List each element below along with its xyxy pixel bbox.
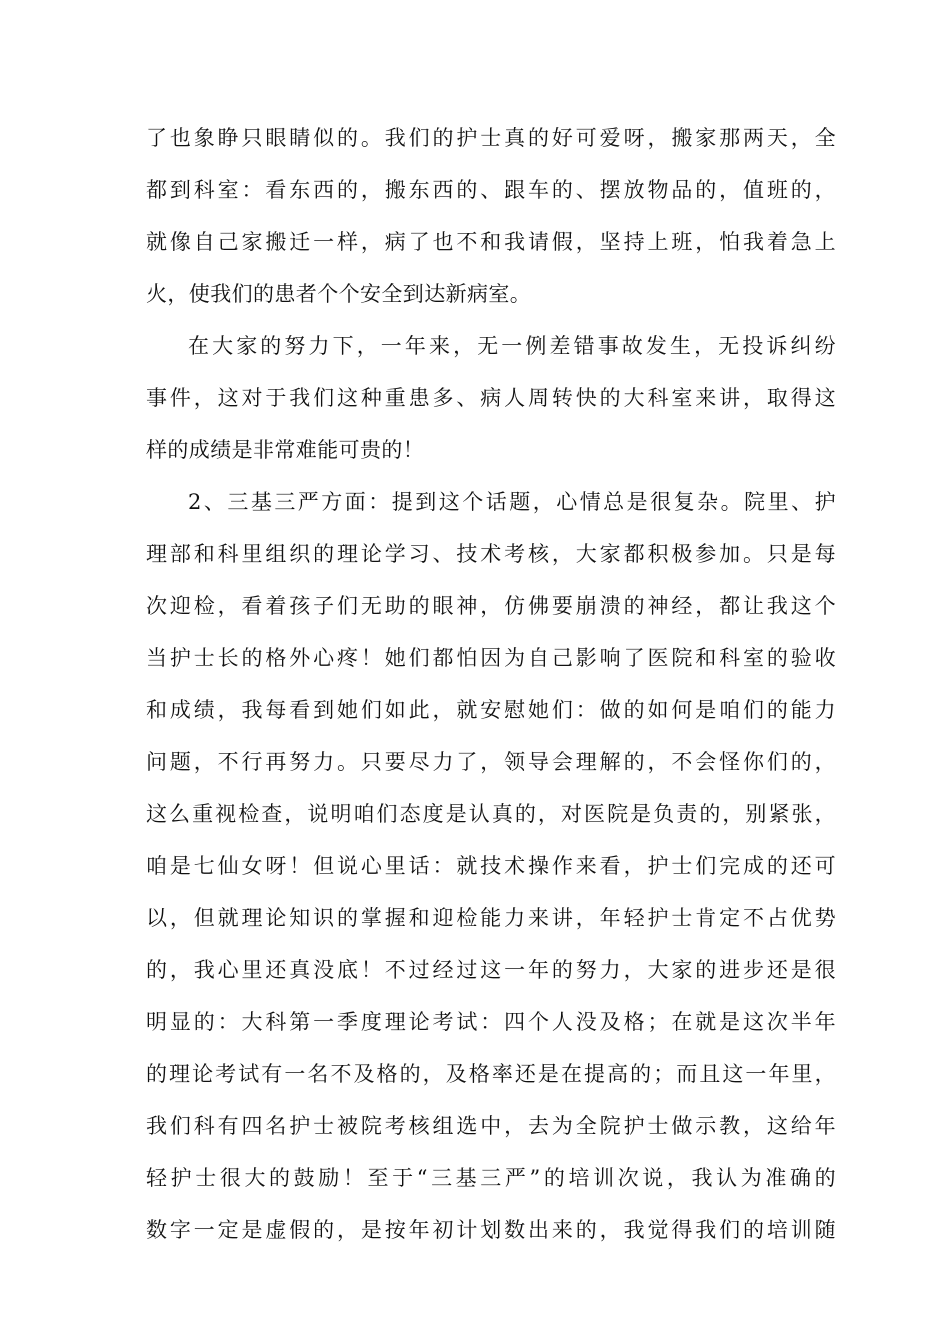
paragraph-first-line: 2、三基三严方面：提到这个话题，心情总是很复杂。院里、护 <box>188 490 836 514</box>
text-line: 理部和科里组织的理论学习、技术考核，大家都积极参加。只是每 <box>146 542 836 566</box>
text-line: 火，使我们的患者个个安全到达新病室。 <box>146 282 532 306</box>
text-line: 和成绩，我每看到她们如此，就安慰她们：做的如何是咱们的能力 <box>146 698 836 722</box>
text-line: 都到科室：看东西的，搬东西的、跟车的、摆放物品的，值班的， <box>146 178 836 202</box>
text-line: 明显的：大科第一季度理论考试：四个人没及格；在就是这次半年 <box>146 1010 836 1034</box>
text-line: 次迎检，看着孩子们无助的眼神，仿佛要崩溃的神经，都让我这个 <box>146 594 836 618</box>
text-line: 的理论考试有一名不及格的，及格率还是在提高的；而且这一年里， <box>146 1062 836 1086</box>
text-line: 我们科有四名护士被院考核组选中，去为全院护士做示教，这给年 <box>146 1114 836 1138</box>
text-line: 轻护士很大的鼓励！至于“三基三严”的培训次说，我认为准确的 <box>146 1166 836 1190</box>
text-line: 当护士长的格外心疼！她们都怕因为自己影响了医院和科室的验收 <box>146 646 836 670</box>
text-line: 事件，这对于我们这种重患多、病人周转快的大科室来讲，取得这 <box>146 386 836 410</box>
text-line: 就像自己家搬迁一样，病了也不和我请假，坚持上班，怕我着急上 <box>146 230 836 254</box>
text-line: 这么重视检查，说明咱们态度是认真的，对医院是负责的，别紧张， <box>146 802 836 826</box>
text-line: 的，我心里还真没底！不过经过这一年的努力，大家的进步还是很 <box>146 958 836 982</box>
text-line: 样的成绩是非常难能可贵的！ <box>146 438 425 462</box>
text-line: 数字一定是虚假的，是按年初计划数出来的，我觉得我们的培训随 <box>146 1218 836 1242</box>
text-line: 问题，不行再努力。只要尽力了，领导会理解的，不会怪你们的， <box>146 750 836 774</box>
text-line: 咱是七仙女呀！但说心里话：就技术操作来看，护士们完成的还可 <box>146 854 836 878</box>
text-line: 以，但就理论知识的掌握和迎检能力来讲，年轻护士肯定不占优势 <box>146 906 836 930</box>
paragraph-first-line: 在大家的努力下，一年来，无一例差错事故发生，无投诉纠纷 <box>188 334 836 358</box>
text-line: 了也象睁只眼睛似的。我们的护士真的好可爱呀，搬家那两天，全 <box>146 126 836 150</box>
